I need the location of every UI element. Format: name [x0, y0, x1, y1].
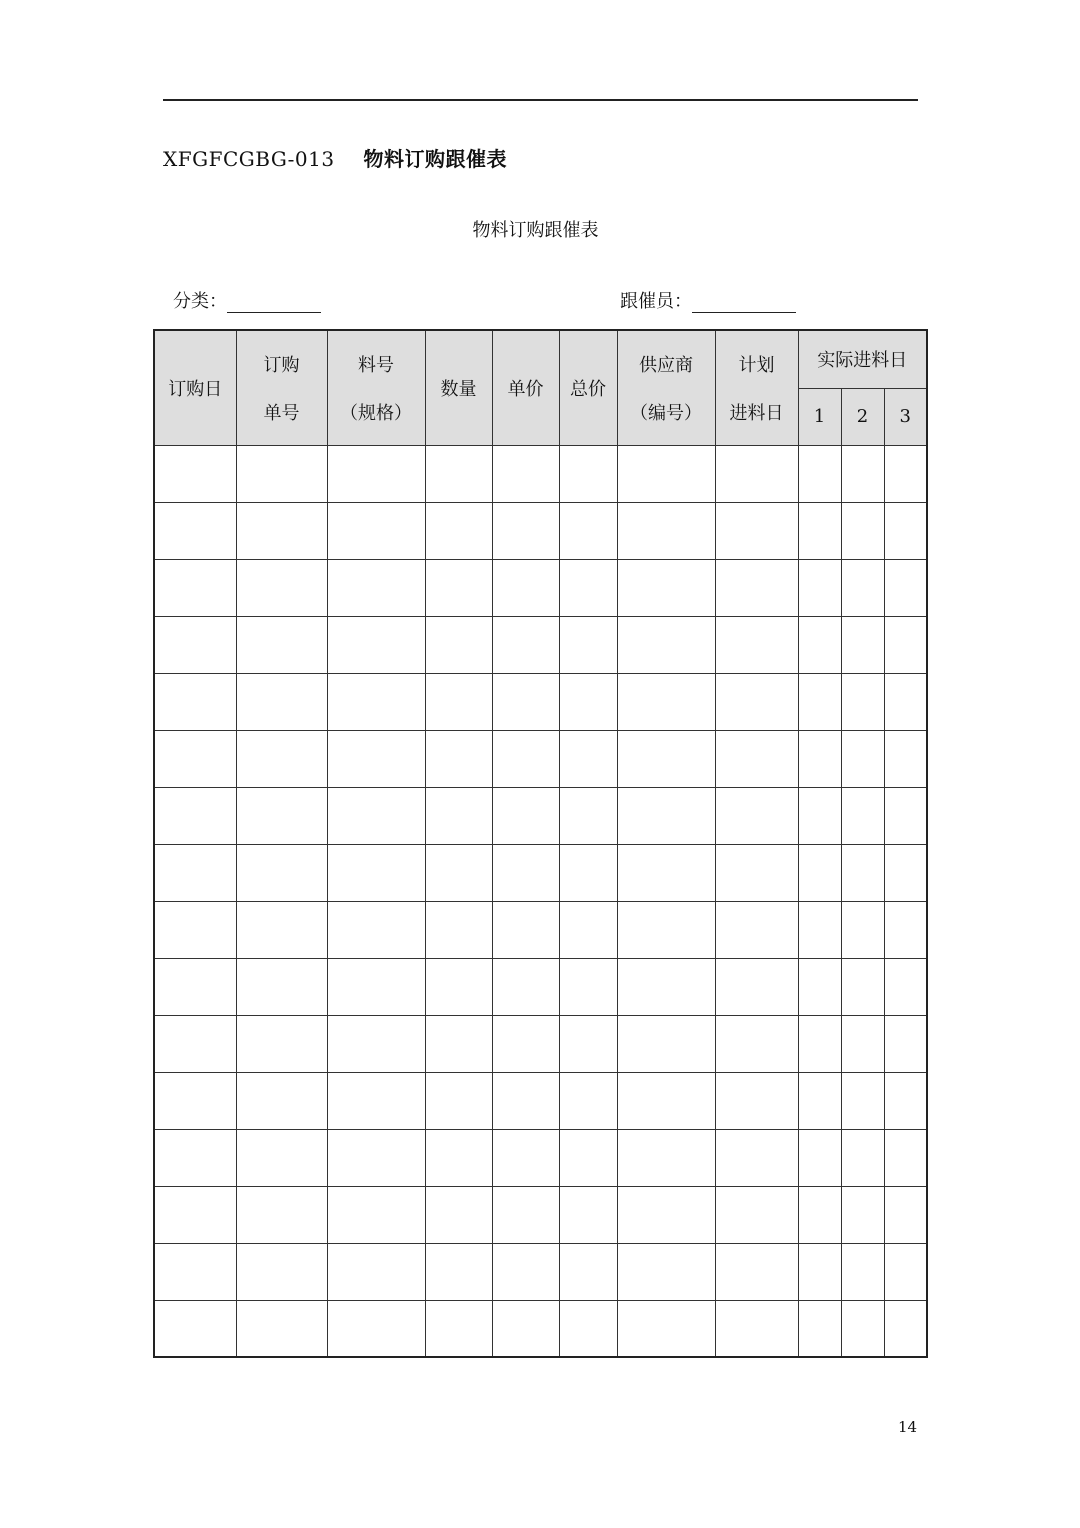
- table-cell[interactable]: [715, 787, 798, 844]
- table-cell[interactable]: [884, 1186, 927, 1243]
- table-cell[interactable]: [884, 1300, 927, 1357]
- col-supplier-line1: 供应商: [639, 354, 693, 376]
- table-cell[interactable]: [236, 1300, 327, 1357]
- table-cell[interactable]: [425, 1129, 492, 1186]
- table-cell[interactable]: [236, 1243, 327, 1300]
- col-planned-date: [715, 330, 798, 445]
- table-cell[interactable]: [154, 958, 236, 1015]
- table-cell[interactable]: [617, 1015, 715, 1072]
- table-cell[interactable]: [841, 616, 884, 673]
- table-cell[interactable]: [492, 1186, 559, 1243]
- table-cell[interactable]: [559, 1072, 617, 1129]
- table-cell[interactable]: [425, 1186, 492, 1243]
- table-cell[interactable]: [327, 502, 425, 559]
- table-cell[interactable]: [559, 559, 617, 616]
- table-cell[interactable]: [425, 844, 492, 901]
- table-cell[interactable]: [154, 1072, 236, 1129]
- table-cell[interactable]: [798, 1072, 841, 1129]
- table-cell[interactable]: [617, 844, 715, 901]
- table-cell[interactable]: [327, 445, 425, 502]
- table-cell[interactable]: [559, 1186, 617, 1243]
- col-part-number: [327, 330, 425, 445]
- table-cell[interactable]: [154, 730, 236, 787]
- table-cell[interactable]: [425, 787, 492, 844]
- table-cell[interactable]: [559, 901, 617, 958]
- chaser-label: 跟催员：: [620, 291, 692, 312]
- table-cell[interactable]: [715, 730, 798, 787]
- col-order-number: [236, 330, 327, 445]
- header-rule: [163, 99, 918, 101]
- table-cell[interactable]: [798, 958, 841, 1015]
- table-cell[interactable]: [154, 445, 236, 502]
- table-cell[interactable]: [884, 559, 927, 616]
- table-cell[interactable]: [559, 1129, 617, 1186]
- table-cell[interactable]: [492, 1129, 559, 1186]
- table-cell[interactable]: [884, 616, 927, 673]
- table-cell[interactable]: [492, 730, 559, 787]
- table-cell[interactable]: [492, 616, 559, 673]
- table-cell[interactable]: [884, 730, 927, 787]
- table-cell[interactable]: [841, 1243, 884, 1300]
- table-cell[interactable]: [559, 445, 617, 502]
- table-cell[interactable]: [327, 787, 425, 844]
- table-cell[interactable]: [492, 502, 559, 559]
- table-cell[interactable]: [492, 1015, 559, 1072]
- table-cell[interactable]: [236, 502, 327, 559]
- table-cell[interactable]: [884, 1072, 927, 1129]
- col-part-number-line1: 料号: [358, 354, 394, 376]
- table-cell[interactable]: [327, 559, 425, 616]
- table-cell[interactable]: [841, 1186, 884, 1243]
- table-cell[interactable]: [327, 1129, 425, 1186]
- page-number: 14: [898, 1418, 918, 1436]
- document-heading: [163, 143, 507, 172]
- table-row: [154, 1129, 927, 1186]
- table-cell[interactable]: [425, 559, 492, 616]
- col-order-number-line2: 单号: [263, 402, 300, 424]
- table-cell[interactable]: [617, 616, 715, 673]
- table-cell[interactable]: [715, 1243, 798, 1300]
- table-row: [154, 1300, 927, 1357]
- table-cell[interactable]: [154, 1186, 236, 1243]
- table-cell[interactable]: [884, 787, 927, 844]
- table-cell[interactable]: [327, 844, 425, 901]
- table-cell[interactable]: [327, 730, 425, 787]
- table-cell[interactable]: [798, 502, 841, 559]
- table-cell[interactable]: [492, 445, 559, 502]
- table-cell[interactable]: [841, 1072, 884, 1129]
- table-cell[interactable]: [798, 1129, 841, 1186]
- col-actual-1: 1: [798, 388, 841, 445]
- table-cell[interactable]: [492, 844, 559, 901]
- table-cell[interactable]: [425, 1072, 492, 1129]
- col-quantity: 数量: [425, 330, 492, 445]
- table-cell[interactable]: [236, 1072, 327, 1129]
- table-cell[interactable]: [617, 1186, 715, 1243]
- table-cell[interactable]: [798, 673, 841, 730]
- table-cell[interactable]: [236, 787, 327, 844]
- table-cell[interactable]: [425, 1015, 492, 1072]
- table-cell[interactable]: [425, 730, 492, 787]
- document-title: 物料订购跟催表: [363, 147, 507, 171]
- table-cell[interactable]: [154, 787, 236, 844]
- table-cell[interactable]: [327, 1243, 425, 1300]
- table-cell[interactable]: [425, 958, 492, 1015]
- table-row: [154, 1072, 927, 1129]
- table-cell[interactable]: [154, 502, 236, 559]
- table-cell[interactable]: [559, 673, 617, 730]
- table-cell[interactable]: [617, 445, 715, 502]
- table-cell[interactable]: [492, 559, 559, 616]
- table-cell[interactable]: [617, 1300, 715, 1357]
- table-cell[interactable]: [841, 787, 884, 844]
- table-cell[interactable]: [884, 844, 927, 901]
- table-cell[interactable]: [492, 787, 559, 844]
- table-cell[interactable]: [841, 1129, 884, 1186]
- table-cell[interactable]: [798, 787, 841, 844]
- table-cell[interactable]: [841, 1300, 884, 1357]
- table-cell[interactable]: [884, 1015, 927, 1072]
- col-unit-price: 单价: [492, 330, 559, 445]
- table-cell[interactable]: [236, 616, 327, 673]
- table-cell[interactable]: [715, 673, 798, 730]
- chaser-field: [620, 287, 796, 313]
- table-cell[interactable]: [617, 502, 715, 559]
- table-cell[interactable]: [154, 1015, 236, 1072]
- table-cell[interactable]: [617, 559, 715, 616]
- table-row: [154, 1015, 927, 1072]
- table-cell[interactable]: [425, 616, 492, 673]
- table-cell[interactable]: [884, 445, 927, 502]
- col-planned-date-line1: 计划: [738, 354, 775, 376]
- table-cell[interactable]: [617, 901, 715, 958]
- table-cell[interactable]: [559, 844, 617, 901]
- table-cell[interactable]: [715, 502, 798, 559]
- chaser-blank[interactable]: [692, 290, 796, 313]
- table-cell[interactable]: [154, 559, 236, 616]
- table-cell[interactable]: [327, 1300, 425, 1357]
- table-cell[interactable]: [798, 844, 841, 901]
- table-cell[interactable]: [841, 559, 884, 616]
- col-actual-3: 3: [884, 388, 927, 445]
- table-cell[interactable]: [492, 1072, 559, 1129]
- table-cell[interactable]: [617, 673, 715, 730]
- table-cell[interactable]: [327, 1072, 425, 1129]
- table-cell[interactable]: [154, 673, 236, 730]
- table-cell[interactable]: [154, 1243, 236, 1300]
- table-cell[interactable]: [798, 559, 841, 616]
- table-cell[interactable]: [154, 1300, 236, 1357]
- table-cell[interactable]: [327, 616, 425, 673]
- col-actual-date: 实际进料日: [798, 330, 927, 388]
- table-cell[interactable]: [841, 901, 884, 958]
- table-row: [154, 958, 927, 1015]
- table-cell[interactable]: [236, 1015, 327, 1072]
- table-cell[interactable]: [617, 787, 715, 844]
- col-actual-2: 2: [841, 388, 884, 445]
- table-cell[interactable]: [154, 616, 236, 673]
- table-cell[interactable]: [559, 616, 617, 673]
- table-cell[interactable]: [617, 958, 715, 1015]
- table-cell[interactable]: [559, 787, 617, 844]
- table-row: [154, 445, 927, 502]
- table-cell[interactable]: [327, 673, 425, 730]
- table-cell[interactable]: [715, 445, 798, 502]
- table-cell[interactable]: [617, 1129, 715, 1186]
- col-part-number-line2: （规格）: [340, 402, 412, 424]
- table-cell[interactable]: [617, 1072, 715, 1129]
- category-blank[interactable]: [227, 290, 321, 313]
- table-cell[interactable]: [715, 901, 798, 958]
- table-cell[interactable]: [492, 1300, 559, 1357]
- col-order-number-line1: 订购: [263, 354, 300, 376]
- table-cell[interactable]: [715, 1186, 798, 1243]
- table-cell[interactable]: [492, 673, 559, 730]
- table-cell[interactable]: [798, 1015, 841, 1072]
- table-cell[interactable]: [492, 901, 559, 958]
- table-cell[interactable]: [798, 1186, 841, 1243]
- table-cell[interactable]: [841, 730, 884, 787]
- table-cell[interactable]: [798, 616, 841, 673]
- table-cell[interactable]: [327, 1186, 425, 1243]
- table-row: [154, 844, 927, 901]
- col-total-price: 总价: [559, 330, 617, 445]
- table-cell[interactable]: [884, 901, 927, 958]
- table-cell[interactable]: [559, 502, 617, 559]
- table-cell[interactable]: [841, 958, 884, 1015]
- table-cell[interactable]: [617, 730, 715, 787]
- table-row: [154, 901, 927, 958]
- table-cell[interactable]: [841, 844, 884, 901]
- table-cell[interactable]: [327, 958, 425, 1015]
- table-cell[interactable]: [841, 673, 884, 730]
- table-cell[interactable]: [492, 958, 559, 1015]
- table-cell[interactable]: [798, 1243, 841, 1300]
- table-row: [154, 787, 927, 844]
- table-cell[interactable]: [884, 673, 927, 730]
- table-cell[interactable]: [327, 1015, 425, 1072]
- table-cell[interactable]: [154, 844, 236, 901]
- table-cell[interactable]: [236, 730, 327, 787]
- table-cell[interactable]: [715, 1129, 798, 1186]
- table-cell[interactable]: [236, 673, 327, 730]
- order-followup-table: [153, 329, 928, 1358]
- table-cell[interactable]: [154, 901, 236, 958]
- table-cell[interactable]: [236, 901, 327, 958]
- table-cell[interactable]: [715, 1072, 798, 1129]
- table-cell[interactable]: [425, 1300, 492, 1357]
- category-field: [173, 287, 321, 313]
- table-cell[interactable]: [841, 445, 884, 502]
- document-code: XFGFCGBG-013: [163, 147, 335, 171]
- table-cell[interactable]: [236, 445, 327, 502]
- table-cell[interactable]: [715, 958, 798, 1015]
- table-cell[interactable]: [236, 844, 327, 901]
- table-cell[interactable]: [884, 1243, 927, 1300]
- table-cell[interactable]: [884, 502, 927, 559]
- table-cell[interactable]: [425, 502, 492, 559]
- table-cell[interactable]: [798, 730, 841, 787]
- table-row: [154, 673, 927, 730]
- table-cell[interactable]: [492, 1243, 559, 1300]
- table-cell[interactable]: [715, 559, 798, 616]
- table-cell[interactable]: [798, 445, 841, 502]
- table-cell[interactable]: [327, 901, 425, 958]
- table-cell[interactable]: [841, 1015, 884, 1072]
- table-cell[interactable]: [715, 844, 798, 901]
- table-cell[interactable]: [236, 559, 327, 616]
- table-cell[interactable]: [559, 1300, 617, 1357]
- table-cell[interactable]: [425, 901, 492, 958]
- table-cell[interactable]: [841, 502, 884, 559]
- table-row: [154, 616, 927, 673]
- table-row: [154, 730, 927, 787]
- table-cell[interactable]: [617, 1243, 715, 1300]
- table-row: [154, 559, 927, 616]
- table-cell[interactable]: [559, 1243, 617, 1300]
- table-row: [154, 1243, 927, 1300]
- table-cell[interactable]: [236, 1129, 327, 1186]
- table-cell[interactable]: [425, 445, 492, 502]
- table-cell[interactable]: [559, 958, 617, 1015]
- table-cell[interactable]: [884, 958, 927, 1015]
- table-cell[interactable]: [715, 1015, 798, 1072]
- table-cell[interactable]: [559, 730, 617, 787]
- table-cell[interactable]: [236, 958, 327, 1015]
- col-order-date: 订购日: [154, 330, 236, 445]
- table-row: [154, 1186, 927, 1243]
- table-cell[interactable]: [425, 1243, 492, 1300]
- category-label: 分类：: [173, 291, 227, 312]
- table-cell[interactable]: [154, 1129, 236, 1186]
- table-cell[interactable]: [715, 1300, 798, 1357]
- col-supplier-line2: （编号）: [630, 402, 702, 424]
- table-row: [154, 502, 927, 559]
- table-cell[interactable]: [798, 1300, 841, 1357]
- table-cell[interactable]: [236, 1186, 327, 1243]
- form-title: 物料订购跟催表: [472, 220, 599, 241]
- table-cell[interactable]: [559, 1015, 617, 1072]
- table-cell[interactable]: [798, 901, 841, 958]
- table-cell[interactable]: [425, 673, 492, 730]
- col-supplier: [617, 330, 715, 445]
- table-body: [154, 445, 927, 1357]
- col-planned-date-line2: 进料日: [729, 402, 784, 424]
- table-cell[interactable]: [715, 616, 798, 673]
- table-cell[interactable]: [884, 1129, 927, 1186]
